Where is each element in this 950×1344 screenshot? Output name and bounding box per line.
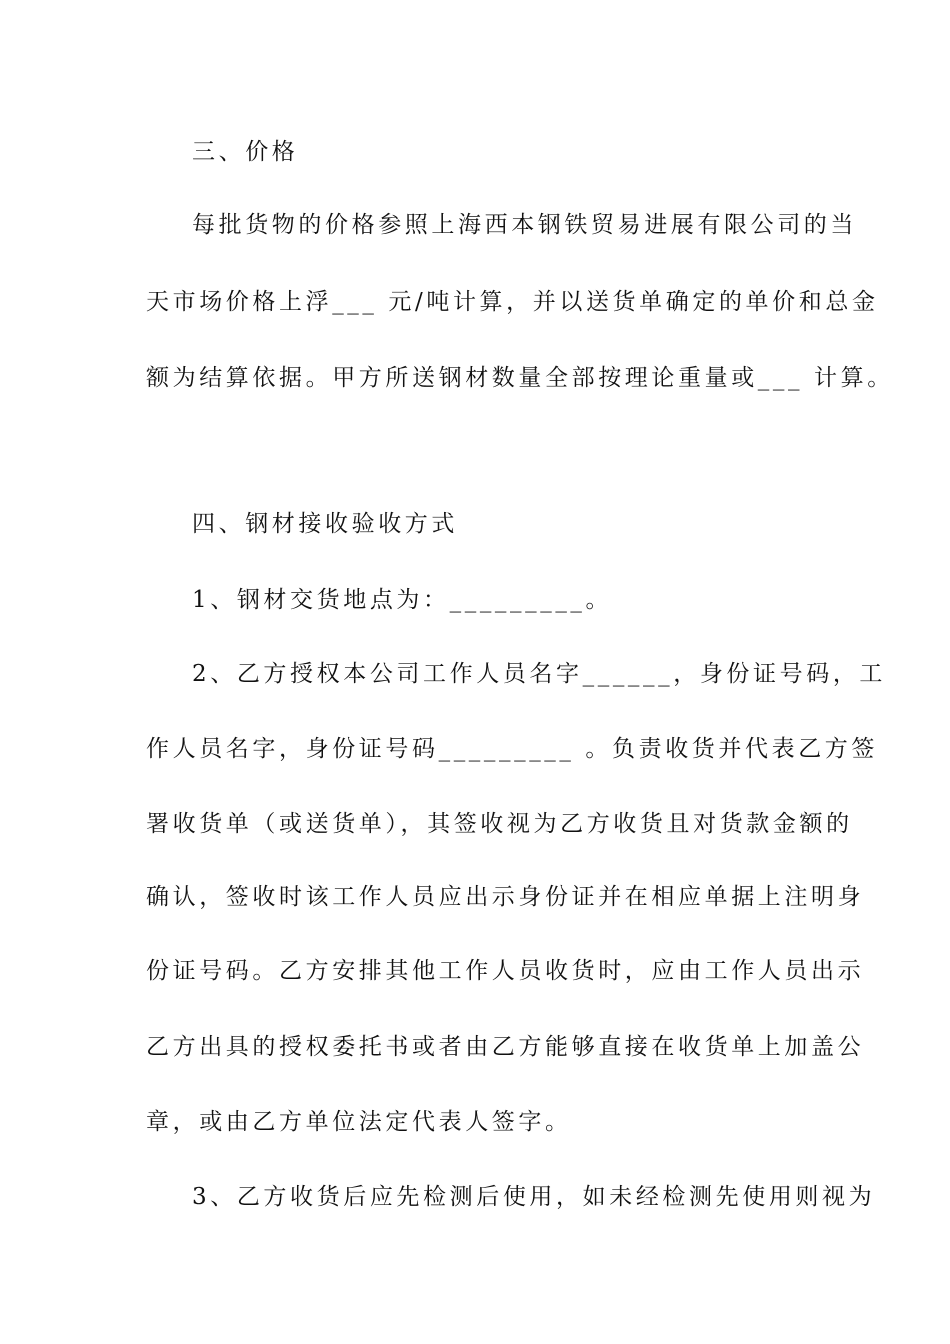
- list-item-2-line: 2、乙方授权本公司工作人员名字______，身份证号码，工: [192, 661, 887, 687]
- list-item-2-line: 确认，签收时该工作人员应出示身份证并在相应单据上注明身: [146, 884, 865, 910]
- list-item-2-line: 作人员名字，身份证号码_________ 。负责收货并代表乙方签: [146, 736, 879, 762]
- list-item-2-line: 乙方出具的授权委托书或者由乙方能够直接在收货单上加盖公: [146, 1034, 865, 1060]
- list-item-3: 3、乙方收货后应先检测后使用，如未经检测先使用则视为: [192, 1184, 876, 1210]
- list-item-1: 1、钢材交货地点为：_________。: [192, 587, 613, 613]
- list-item-2-line: 章，或由乙方单位法定代表人签字。: [146, 1109, 572, 1135]
- list-item-2-line: 署收货单（或送货单），其签收视为乙方收货且对货款金额的: [146, 811, 853, 837]
- section-3-heading: 三、价格: [192, 139, 299, 165]
- paragraph-line: 天市场价格上浮___ 元/吨计算，并以送货单确定的单价和总金: [146, 289, 879, 315]
- section-4-heading: 四、钢材接收验收方式: [192, 511, 458, 537]
- list-item-2-line: 份证号码。乙方安排其他工作人员收货时，应由工作人员出示: [146, 958, 865, 984]
- paragraph-line: 每批货物的价格参照上海西本钢铁贸易进展有限公司的当: [192, 212, 857, 238]
- paragraph-line: 额为结算依据。甲方所送钢材数量全部按理论重量或___ 计算。: [146, 365, 894, 391]
